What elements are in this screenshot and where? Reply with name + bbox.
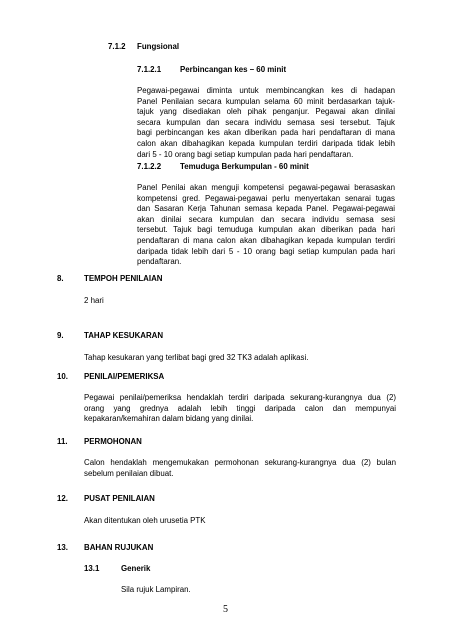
paragraph-line: dari 5 - 10 orang bagi setiap kumpulan pada hari pendaftaran. [137, 149, 354, 159]
section-9-body: Tahap kesukaran yang terlibat bagi gred 32 TK3 adalah aplikasi. [84, 353, 309, 362]
section-12-number: 12. [57, 494, 68, 503]
section-11-title: PERMOHONAN [84, 437, 142, 446]
section-7-1-2-2-title: Temuduga Berkumpulan - 60 minit [180, 162, 309, 171]
page-number: 5 [223, 604, 228, 615]
section-7-1-2-number: 7.1.2 [108, 42, 126, 51]
paragraph-line: kepakaran/kemahiran dalam bidang yang dinilai. [84, 414, 254, 424]
paragraph-line: daripada tidak lebih dari 5 - 10 orang bagi setiap kumpulan pada hari [137, 246, 395, 256]
paragraph-line: calon akan dibahagikan kepada kumpulan terdiri daripada tidak lebih [137, 138, 395, 148]
section-11-paragraph [84, 458, 396, 479]
paragraph-line: Panel Penilaian secara kumpulan selama 60 minit berdasarkan tajuk- [137, 96, 395, 106]
section-9-title: TAHAP KESUKARAN [84, 331, 164, 340]
section-13-title: BAHAN RUJUKAN [84, 543, 154, 552]
section-9-number: 9. [57, 331, 64, 340]
section-8-body: 2 hari [84, 296, 104, 305]
paragraph-line: Calon hendaklah mengemukakan permohonan sekurang-kurangnya dua (2) bulan [84, 458, 396, 467]
section-12-body: Akan ditentukan oleh urusetia PTK [84, 516, 206, 525]
paragraph-line: Pegawai penilai/pemeriksa hendaklah terdiri daripada sekurang-kurangnya dua (2) [84, 393, 396, 402]
section-7-1-2-2-paragraph [137, 183, 395, 268]
paragraph-line: secara kumpulan dan secara individu semasa sesi tersebut. Tajuk [137, 117, 395, 127]
section-7-1-2-2-number: 7.1.2.2 [137, 162, 162, 171]
section-12-title: PUSAT PENILAIAN [84, 494, 155, 503]
paragraph-line: tersebut. Tajuk bagi temuduga kumpulan akan diberikan pada hari [137, 225, 395, 235]
paragraph-line: kompetensi gred. Pegawai-pegawai perlu menyertakan senarai tugas [137, 193, 395, 203]
paragraph-line: tajuk yang disediakan oleh pihak penganjur. Pegawai akan dinilai [137, 107, 395, 117]
section-7-1-2-1-paragraph [137, 86, 395, 160]
section-7-1-2-title: Fungsional [137, 42, 180, 51]
section-10-title: PENILAI/PEMERIKSA [84, 372, 165, 381]
section-7-1-2-1-number: 7.1.2.1 [137, 65, 162, 74]
section-8-title: TEMPOH PENILAIAN [84, 274, 163, 283]
section-13-number: 13. [57, 543, 68, 552]
paragraph-line: pendaftaran di mana calon akan dibahagikan kepada kumpulan terdiri [137, 235, 395, 245]
paragraph-line: bagi perbincangan kes akan diberikan pada hari pendaftaran di mana [137, 128, 395, 138]
section-13-1-number: 13.1 [84, 564, 100, 573]
section-13-1-title: Generik [121, 564, 151, 573]
section-10-number: 10. [57, 372, 68, 381]
paragraph-line: akan dinilai secara kumpulan dan secara individu semasa sesi [137, 214, 395, 224]
paragraph-line: Panel Penilai akan menguji kompetensi pegawai-pegawai berasaskan [137, 183, 395, 192]
paragraph-line: pendaftaran. [137, 257, 182, 267]
paragraph-line: sebelum penilaian dibuat. [84, 468, 174, 478]
section-7-1-2-1-title: Perbincangan kes – 60 minit [180, 65, 287, 74]
section-13-1-body: Sila rujuk Lampiran. [121, 585, 191, 594]
paragraph-line: dan Sasaran Kerja Tahunan semasa kepada Panel. Pegawai-pegawai [137, 204, 395, 214]
section-8-number: 8. [57, 274, 64, 283]
paragraph-line: Pegawai-pegawai diminta untuk membincangkan kes di hadapan [137, 86, 395, 95]
paragraph-line: orang yang grednya adalah lebih tinggi daripada calon dan mempunyai [84, 403, 396, 413]
section-10-paragraph [84, 393, 396, 425]
section-11-number: 11. [57, 437, 68, 446]
